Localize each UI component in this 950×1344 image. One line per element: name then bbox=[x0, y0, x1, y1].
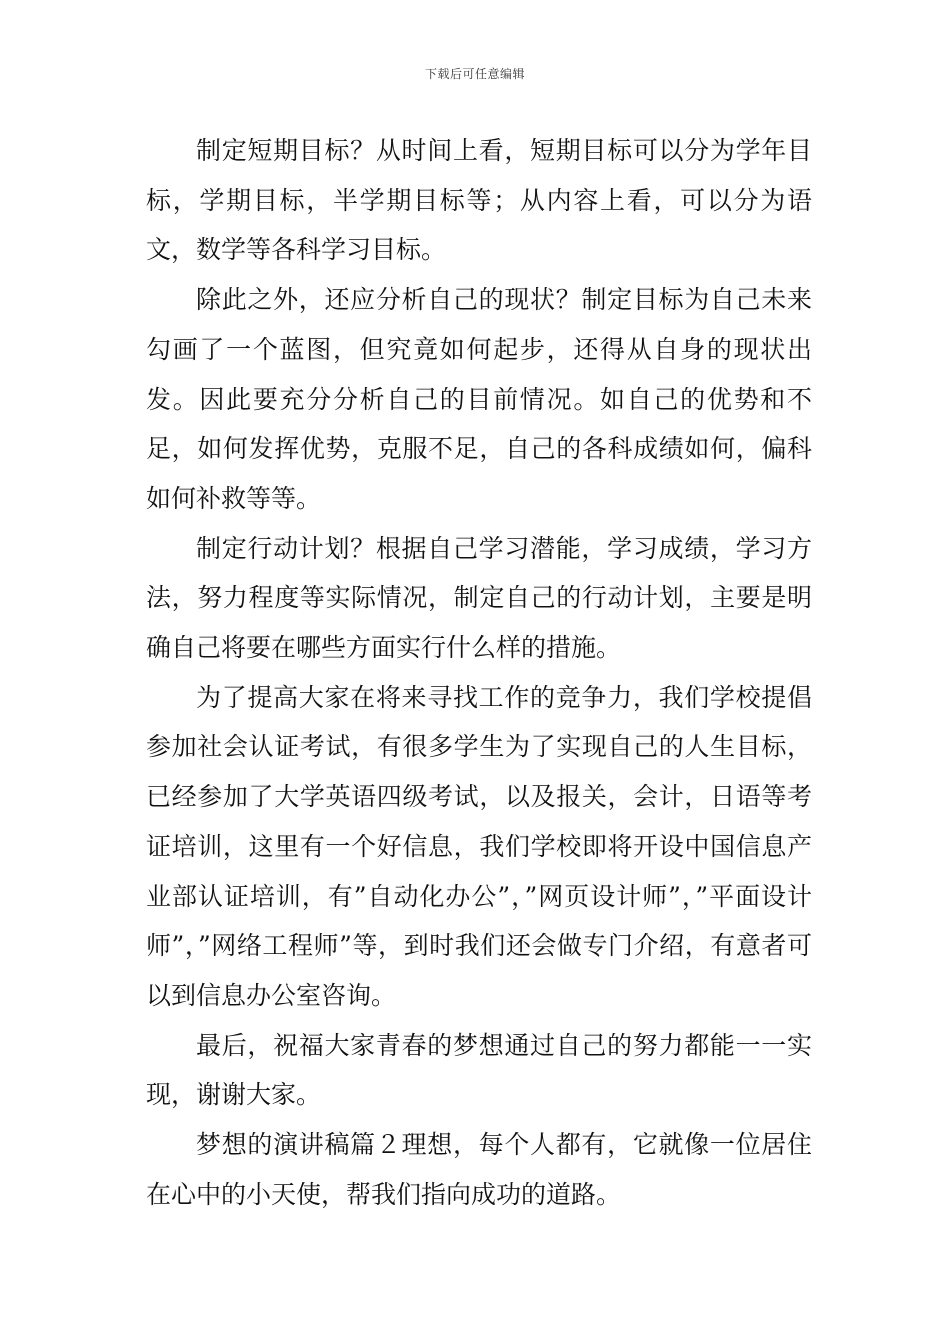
paragraph-closing: 最后，祝福大家青春的梦想通过自己的努力都能一一实现，谢谢大家。 bbox=[146, 1030, 812, 1110]
page-header: 下载后可任意编辑 bbox=[424, 67, 525, 81]
paragraph-analyze-status: 除此之外，还应分析自己的现状？制定目标为自己未来勾画了一个蓝图，但究竟如何起步，还得从自身的现状出发。因此要充分分析自己的目前情况。如自己的优势和不足，如何发挥优势，克服不足，自己的各科成绩如何，偏科如何补救等等。 bbox=[146, 285, 812, 513]
paragraph-certification: 为了提高大家在将来寻找工作的竞争力，我们学校提倡参加社会认证考试，有很多学生为了实现自己的人生目标，已经参加了大学英语四级考试，以及报关，会计，日语等考证培训，这里有一个好信息，我们学校即将开设中国信息产业部认证培训，有”自动化办公”，”网页设计师”，”平面设计师”，”网络工程师”等，到时我们还会做专门介绍，有意者可以到信息办公室咨询。 bbox=[146, 682, 812, 1010]
paragraph-short-term-goals: 制定短期目标？从时间上看，短期目标可以分为学年目标，学期目标，半学期目标等；从内容上看，可以分为语文，数学等各科学习目标。 bbox=[146, 136, 812, 265]
document-body bbox=[146, 126, 812, 1219]
paragraph-action-plan: 制定行动计划？根据自己学习潜能，学习成绩，学习方法，努力程度等实际情况，制定自己的行动计划，主要是明确自己将要在哪些方面实行什么样的措施。 bbox=[146, 533, 812, 663]
paragraph-speech-two: 梦想的演讲稿篇２理想，每个人都有，它就像一位居住在心中的小天使，帮我们指向成功的道路。 bbox=[146, 1130, 812, 1209]
